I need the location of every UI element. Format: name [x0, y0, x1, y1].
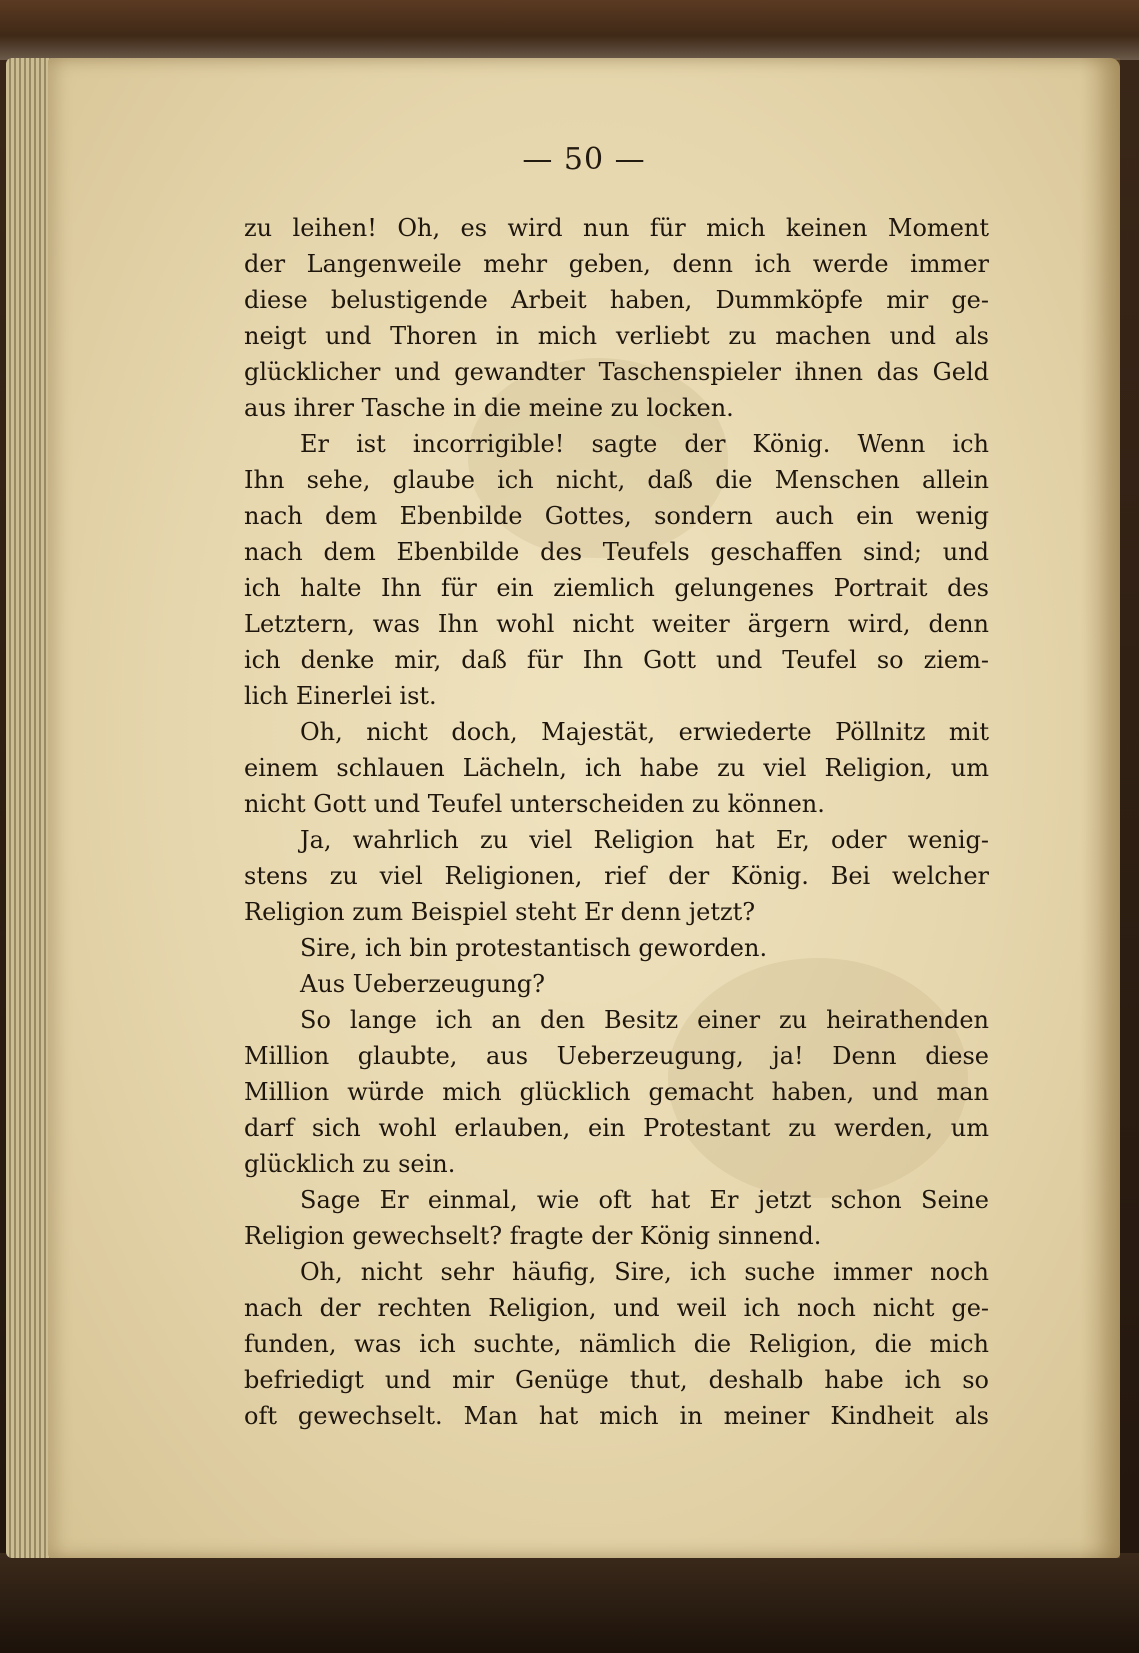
text-line: So lange ich an den Besitz einer zu heirathenden: [300, 1006, 989, 1034]
text-line: nach dem Ebenbilde Gottes, sondern auch ein wenig: [244, 502, 989, 530]
text-line: lich Einerlei ist.: [244, 682, 437, 710]
text-line: Sire, ich bin protestantisch geworden.: [300, 934, 768, 962]
text-line: Religion zum Beispiel steht Er denn jetzt?: [244, 898, 756, 926]
text-line: ich halte Ihn für ein ziemlich gelungenes Portrait des: [244, 574, 989, 602]
text-line: Religion gewechselt? fragte der König sinnend.: [244, 1222, 822, 1250]
book-page: [48, 58, 1120, 1558]
book-cover-bottom: [0, 1553, 1139, 1653]
text-line: Oh, nicht doch, Majestät, erwiederte Pöllnitz mit: [300, 718, 989, 746]
text-line: zu leihen! Oh, es wird nun für mich keinen Moment: [244, 214, 989, 242]
text-line: Million glaubte, aus Ueberzeugung, ja! Denn diese: [244, 1042, 989, 1070]
text-line: Oh, nicht sehr häufig, Sire, ich suche immer noch: [300, 1258, 989, 1286]
text-line: stens zu viel Religionen, rief der König. Bei welcher: [244, 862, 989, 890]
book-cover-top: [0, 0, 1139, 60]
text-line: einem schlauen Lächeln, ich habe zu viel Religion, um: [244, 754, 989, 782]
text-line: nicht Gott und Teufel unterscheiden zu können.: [244, 790, 825, 818]
text-line: Ja, wahrlich zu viel Religion hat Er, oder wenig-: [300, 826, 989, 854]
text-line: diese belustigende Arbeit haben, Dummköpfe mir ge-: [244, 286, 989, 314]
text-line: Letztern, was Ihn wohl nicht weiter ärgern wird, denn: [244, 610, 989, 638]
text-line: der Langenweile mehr geben, denn ich werde immer: [244, 250, 989, 278]
text-line: nach der rechten Religion, und weil ich noch nicht ge-: [244, 1294, 989, 1322]
text-line: glücklicher und gewandter Taschenspieler ihnen das Geld: [244, 358, 989, 386]
text-line: darf sich wohl erlauben, ein Protestant zu werden, um: [244, 1114, 989, 1142]
text-line: Million würde mich glücklich gemacht haben, und man: [244, 1078, 989, 1106]
text-line: nach dem Ebenbilde des Teufels geschaffen sind; und: [244, 538, 989, 566]
text-line: aus ihrer Tasche in die meine zu locken.: [244, 394, 734, 422]
text-line: funden, was ich suchte, nämlich die Religion, die mich: [244, 1330, 989, 1358]
text-line: oft gewechselt. Man hat mich in meiner Kindheit als: [244, 1402, 989, 1430]
text-line: ich denke mir, daß für Ihn Gott und Teufel so ziem-: [244, 646, 989, 674]
page-gutter-shadow: [1080, 58, 1120, 1558]
text-line: Er ist incorrigible! sagte der König. Wenn ich: [300, 430, 989, 458]
text-line: glücklich zu sein.: [244, 1150, 456, 1178]
text-line: Aus Ueberzeugung?: [300, 970, 546, 998]
text-line: neigt und Thoren in mich verliebt zu machen und als: [244, 322, 989, 350]
body-text: [244, 210, 989, 1434]
page-number: — 50 —: [522, 142, 646, 177]
text-line: befriedigt und mir Genüge thut, deshalb habe ich so: [244, 1366, 989, 1394]
text-line: Sage Er einmal, wie oft hat Er jetzt schon Seine: [300, 1186, 989, 1214]
text-line: Ihn sehe, glaube ich nicht, daß die Menschen allein: [244, 466, 989, 494]
